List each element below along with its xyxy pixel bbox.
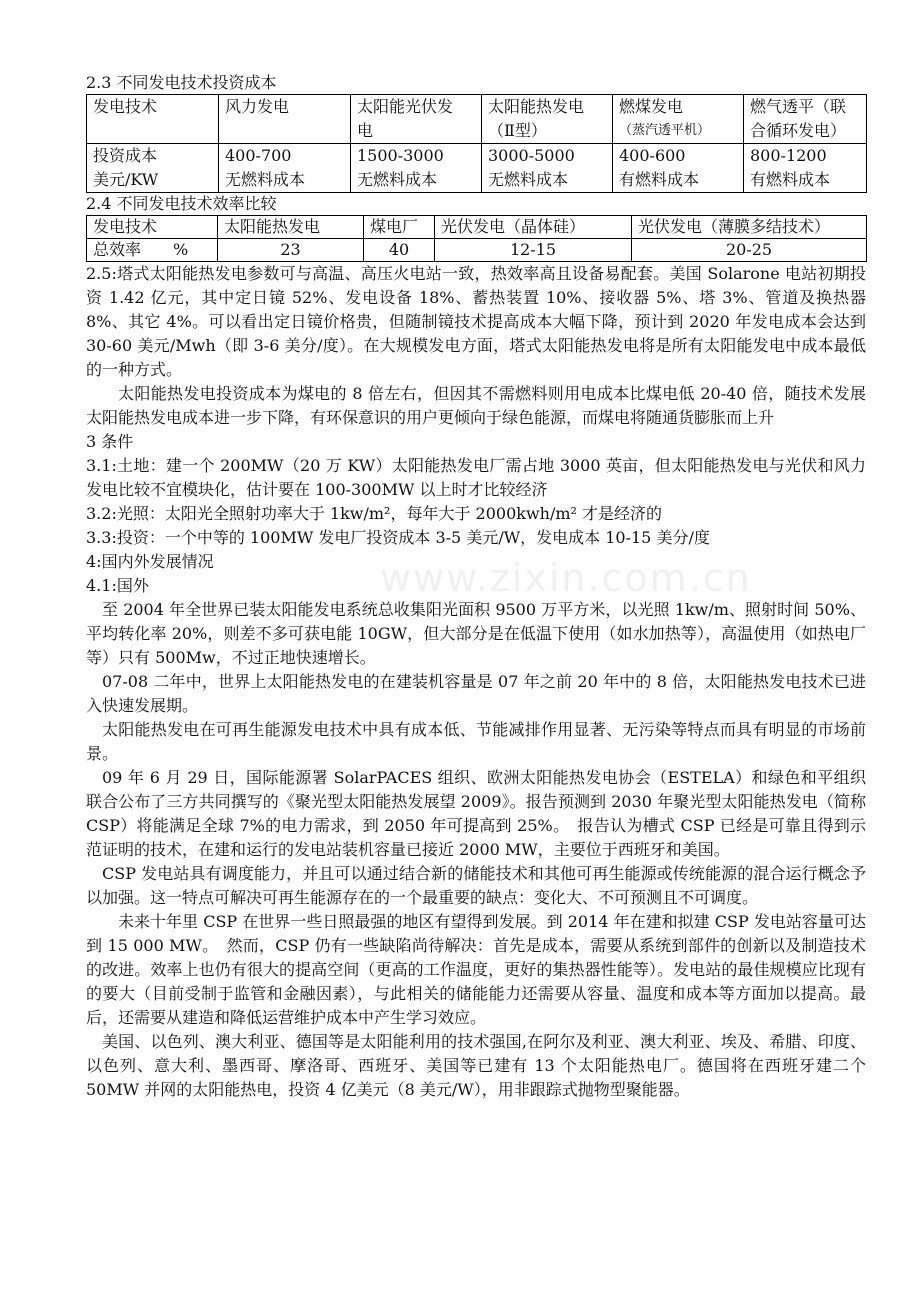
table-cell <box>613 95 744 144</box>
efficiency-table <box>86 215 867 262</box>
cell-text: 燃煤发电 <box>619 97 684 116</box>
paragraph: 4:国内外发展情况 <box>86 552 214 571</box>
cell-text: 有燃料成本 <box>619 170 700 189</box>
paragraph: 未来十年里 CSP 在世界一些日照最强的地区有望得到发展。到 2014 年在建和拟建 CSP 发电站容量可达到 15 000 MW。 然而，CSP 仍有一些缺陷尚待解决：首先是成本，需要从系统到部件的创新以及制造技术的改进。效率上也仍有很大的提高空间（更高的工作温度，更好的集热器性能等）。发电站的最佳规模应比现有的要大（目前受制于监管和金融因素），与此相关的储能能力还需要从容量、温度和成本等方面加以提高。最后，还需要从建造和降低运营维护成本中产生学习效应。 <box>86 912 866 1027</box>
cell-text: 投资成本 <box>93 146 158 165</box>
paragraph: 09 年 6 月 29 日，国际能源署 SolarPACES 组织、欧洲太阳能热发电协会（ESTELA）和绿色和平组织联合公布了三方共同撰写的《聚光型太阳能热发展望 2009》。报告预测到 2030 年聚光型太阳能热发电（简称 CSP）将能满足全球 7%的电力需求，到 2050 年可提高到 25%。 报告认为槽式 CSP 已经是可靠且得到示范证明的技术，在建和运行的发电站装机容量已接近 2000 MW，主要位于西班牙和美国。 <box>86 768 866 859</box>
cell-text: 无燃料成本 <box>225 170 306 189</box>
table-cell <box>219 144 351 193</box>
cell-text: （Ⅱ型） <box>488 121 547 140</box>
cell-text: 无燃料成本 <box>488 170 569 189</box>
cell-text: 发电技术 <box>93 97 158 116</box>
table-cell: 总效率 % <box>87 239 218 262</box>
paragraph: 太阳能热发电在可再生能源发电技术中具有成本低、节能减排作用显著、无污染等特点而具有明显的市场前景。 <box>86 720 866 763</box>
table-cell <box>219 95 351 144</box>
table-cell: 12-15 <box>435 239 632 262</box>
paragraph: 4.1:国外 <box>86 576 149 595</box>
cell-text: 美元/KW <box>93 170 159 189</box>
paragraph: 至 2004 年全世界已装太阳能发电系统总收集阳光面积 9500 万平方米，以光照 1kw/m、照射时间 50%、平均转化率 20%，则差不多可获电能 10GW，但大部分是在低温下使用（如水加热等），高温使用（如热电厂等）只有 500Mw，不过正地快速增长。 <box>86 600 866 667</box>
table-cell <box>87 144 219 193</box>
paragraph: 3.1:土地：建一个 200MW（20 万 KW）太阳能热发电厂需占地 3000 英亩，但太阳能热发电与光伏和风力发电比较不宜模块化，估计要在 100-300MW 以上时才比较经济 <box>86 456 866 499</box>
cell-text: 风力发电 <box>225 97 290 116</box>
table-cell <box>744 95 867 144</box>
cell-text: 合循环发电） <box>750 121 847 140</box>
table-cell <box>482 95 613 144</box>
cell-text: 有燃料成本 <box>750 170 831 189</box>
table-cell <box>351 144 482 193</box>
table-cell: 20-25 <box>632 239 867 262</box>
cell-text: 3000-5000 <box>488 146 575 165</box>
cell-text: （蒸汽透平机） <box>619 123 711 138</box>
investment-cost-table <box>86 94 867 193</box>
document-page <box>86 72 866 1102</box>
table-cell: 光伏发电（晶体硅） <box>435 216 632 239</box>
paragraph: CSP 发电站具有调度能力，并且可以通过结合新的储能技术和其他可再生能源或传统能源的混合运行概念予以加强。这一特点可解决可再生能源存在的一个最重要的缺点：变化大、不可预测且不可调度。 <box>86 864 866 907</box>
section-heading-2-4: 2.4 不同发电技术效率比较 <box>86 194 277 213</box>
cell-text: 1500-3000 <box>357 146 444 165</box>
table-cell: 太阳能热发电 <box>218 216 364 239</box>
table-cell <box>87 95 219 144</box>
paragraph: 07-08 二年中，世界上太阳能热发电的在建装机容量是 07 年之前 20 年中的 8 倍，太阳能热发电技术已进入快速发展期。 <box>86 672 866 715</box>
paragraph: 2.5:塔式太阳能热发电参数可与高温、高压火电站一致，热效率高且设备易配套。美国 Solarone 电站初期投资 1.42 亿元，其中定日镜 52%、发电设备 18%、蓄热装置 10%、接收器 5%、塔 3%、管道及换热器 8%、其它 4%。可以看出定日镜价格贵，但随制镜技术提高成本大幅下降，预计到 2020 年发电成本会达到 30-60 美元/Mwh（即 3-6 美分/度）。在大规模发电方面，塔式太阳能热发电将是所有太阳能发电中成本最低的一种方式。 <box>86 264 866 379</box>
table-cell <box>613 144 744 193</box>
cell-text: 无燃料成本 <box>357 170 438 189</box>
table-cell: 煤电厂 <box>364 216 435 239</box>
table-row <box>87 239 867 262</box>
table-cell <box>351 95 482 144</box>
table-cell: 40 <box>364 239 435 262</box>
table-cell <box>482 144 613 193</box>
body-text <box>86 262 866 1102</box>
section-heading-2-3: 2.3 不同发电技术投资成本 <box>86 73 277 92</box>
paragraph: 3.2:光照：太阳光全照射功率大于 1kw/m²，每年大于 2000kwh/m² 才是经济的 <box>86 504 663 523</box>
table-row <box>87 144 867 193</box>
cell-text: 太阳能热发电 <box>488 97 585 116</box>
cell-text: 太阳能光伏发 <box>357 97 454 116</box>
paragraph: 3.3:投资：一个中等的 100MW 发电厂投资成本 3-5 美元/W，发电成本 10-15 美分/度 <box>86 528 710 547</box>
cell-text: 燃气透平（联 <box>750 97 847 116</box>
table-cell: 发电技术 <box>87 216 218 239</box>
table-cell: 23 <box>218 239 364 262</box>
table-row <box>87 216 867 239</box>
watermark: www.zixin.com.cn <box>380 556 752 600</box>
cell-text: 400-600 <box>619 146 686 165</box>
table-cell <box>744 144 867 193</box>
cell-text: 800-1200 <box>750 146 827 165</box>
cell-text: 400-700 <box>225 146 292 165</box>
table-row <box>87 95 867 144</box>
paragraph: 美国、以色列、澳大利亚、德国等是太阳能利用的技术强国,在阿尔及利亚、澳大利亚、埃及、希腊、印度、以色列、意大利、墨西哥、摩洛哥、西班牙、美国等已建有 13 个太阳能热电厂。德国将在西班牙建二个 50MW 并网的太阳能热电，投资 4 亿美元（8 美元/W），用非跟踪式抛物型聚能器。 <box>86 1032 866 1099</box>
table-cell: 光伏发电（薄膜多结技术） <box>632 216 867 239</box>
paragraph: 太阳能热发电投资成本为煤电的 8 倍左右，但因其不需燃料则用电成本比煤电低 20-40 倍，随技术发展太阳能热发电成本进一步下降，有环保意识的用户更倾向于绿色能源，而煤电将随通货膨胀而上升 <box>86 384 866 427</box>
paragraph: 3 条件 <box>86 432 134 451</box>
cell-text: 电 <box>357 121 374 140</box>
